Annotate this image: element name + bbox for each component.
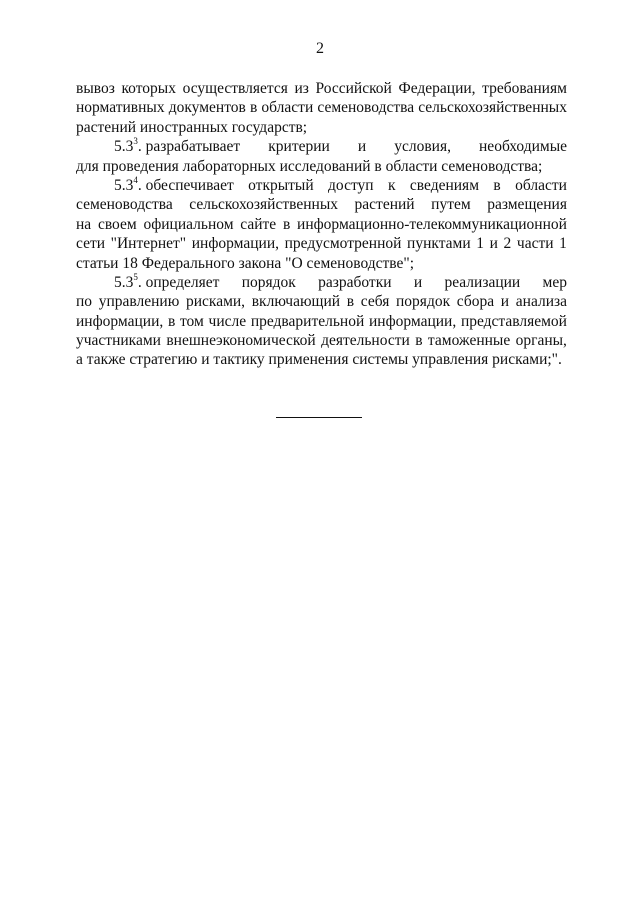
text-line-5: для проведения лабораторных исследований в области семеноводства; (76, 157, 543, 175)
word: растений (354, 196, 415, 214)
text-line-2 (76, 98, 567, 117)
word: на (76, 215, 92, 233)
word: из (294, 80, 309, 97)
paragraph-5-3-4-first-line (76, 176, 567, 195)
word: по (76, 293, 93, 311)
word: области (261, 99, 314, 117)
word: включающий (251, 293, 341, 311)
word: деятельности (321, 332, 410, 350)
text-line-13 (76, 312, 567, 331)
word: и (500, 293, 510, 311)
clause-number: $5.3^4$. обеспечивает (114, 174, 234, 194)
word: органы, (515, 332, 567, 350)
word: управлению (98, 293, 180, 311)
word: и (413, 273, 423, 291)
word: сельскохозяйственных (418, 99, 567, 117)
word: сбора (456, 293, 495, 311)
word: информации, (191, 235, 279, 253)
word: том (179, 312, 204, 330)
word: к (387, 176, 396, 194)
word: 1 (559, 235, 567, 253)
word: реализации (444, 273, 521, 291)
document-body (76, 79, 567, 370)
word: сведениям (409, 176, 479, 194)
word: разработки (318, 273, 392, 291)
word: сельскохозяйственных (189, 196, 338, 214)
page-number: 2 (316, 40, 324, 57)
word: части (516, 235, 554, 253)
word: вывоз (76, 80, 115, 97)
word: в (415, 332, 423, 350)
word: своем (97, 215, 137, 233)
word: информации, (368, 312, 457, 330)
word: анализа (515, 293, 567, 311)
end-divider-line (276, 417, 362, 418)
word: информации, (76, 312, 164, 330)
word: предварительной (250, 312, 365, 330)
word: и (489, 235, 498, 253)
word: внешнеэкономической (166, 332, 316, 350)
word: в (282, 215, 291, 233)
word: таможенные (427, 332, 511, 350)
word: информационно-телекоммуникационной (297, 215, 567, 233)
word: Российской (315, 80, 392, 97)
word: необходимые (479, 138, 567, 156)
word: 2 (503, 235, 512, 253)
word: условия, (394, 138, 451, 156)
word: семеноводства (76, 196, 173, 214)
word: сети (76, 235, 106, 253)
text-line-1 (76, 79, 567, 98)
word: в (249, 99, 258, 117)
paragraph-5-3-3-first-line (76, 137, 567, 156)
text-line-7 (76, 195, 567, 214)
word: пунктами (407, 235, 471, 253)
word: размещения (487, 196, 567, 214)
word: критерии (268, 138, 330, 156)
word: мер (542, 273, 567, 291)
text-line-12 (76, 292, 567, 311)
word: в (167, 312, 176, 330)
word: которых (121, 80, 176, 97)
word: и (357, 138, 367, 156)
word: в (493, 176, 501, 194)
word: числе (208, 312, 247, 330)
word: Федерации, (398, 80, 476, 97)
word: официальном (143, 215, 234, 233)
clause-number: $5.3^5$. определяет (114, 271, 220, 291)
word: документов (168, 99, 246, 117)
word: 1 (476, 235, 485, 253)
word: открытый (248, 176, 314, 194)
word: порядок (241, 273, 296, 291)
paragraph-5-3-5-first-line (76, 273, 567, 292)
word: семеноводства (317, 99, 415, 117)
word: требованиям (482, 80, 567, 97)
text-line-10: статьи 18 Федерального закона "О семеноводстве"; (76, 254, 415, 272)
word: предусмотренной (284, 235, 402, 253)
word: "Интернет" (110, 235, 187, 253)
word: представляемой (460, 312, 567, 330)
word: путем (431, 196, 471, 214)
word: сайте (240, 215, 277, 233)
clause-number: $5.3^3$. разрабатывает (114, 136, 241, 156)
word: себя (360, 293, 390, 311)
word: рисками, (185, 293, 246, 311)
text-line-3: растений иностранных государств; (76, 118, 308, 136)
text-line-8 (76, 215, 567, 234)
word: участниками (76, 332, 161, 350)
word: области (515, 176, 567, 194)
word: нормативных (76, 99, 165, 117)
word: доступ (328, 176, 374, 194)
word: осуществляется (182, 80, 288, 97)
text-line-15: а также стратегию и тактику применения системы управления рисками;". (76, 351, 562, 369)
word: порядок (396, 293, 451, 311)
text-line-9 (76, 234, 567, 253)
text-line-14 (76, 331, 567, 350)
word: в (346, 293, 355, 311)
